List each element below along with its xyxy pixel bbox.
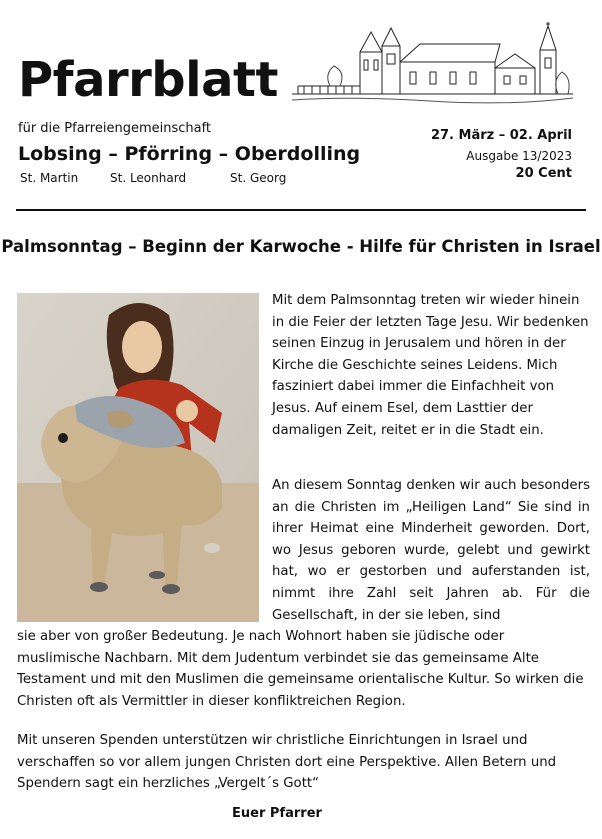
saint-st-georg: St. Georg xyxy=(230,171,287,185)
saint-st-martin: St. Martin xyxy=(20,171,79,185)
issue-number: Ausgabe 13/2023 xyxy=(466,149,572,163)
header-divider xyxy=(16,209,586,211)
palm-sunday-figure-photo xyxy=(17,293,259,622)
price: 20 Cent xyxy=(515,166,572,181)
article-paragraph-3: Mit unseren Spenden unterstützen wir christliche Einrichtungen in Israel und verschaffen so vor allem jungen Christen dort eine Perspektive. Allen Betern und Spendern sagt ein herzliches „Vergelt´s Gott“ xyxy=(17,733,557,792)
date-range: 27. März – 02. April xyxy=(430,128,572,143)
article-paragraph-2-part-1: An diesem Sonntag denken wir auch besonders an die Christen im „Heiligen Land“ Sie sind in ihrer Heimat eine Minderheit geworden. Dort, wo Jesus geboren wurde, gelebt und gewirkt hat, wo er gestorben und auferstanden ist, nimmt ihre Zahl seit Jahren ab. Für die Gesellschaft, in der sie leben, sind xyxy=(272,478,590,623)
subtitle: für die Pfarreiengemeinschaft xyxy=(18,121,212,136)
church-illustration xyxy=(290,22,575,107)
newsletter-title: Pfarrblatt xyxy=(18,52,278,108)
article-paragraph-2-part-2: sie aber von großer Bedeutung. Je nach Wohnort haben sie jüdische oder muslimische Nachbarn. Mit dem Judentum verbindet sie das gemeinsame Alte Testament und mit den Muslimen die gemeinsame orientalische Kultur. So wirken die Christen oft als Vermittler in dieser konfliktreichen Region. xyxy=(17,629,584,709)
parishes-heading: Lobsing – Pförring – Oberdolling xyxy=(18,143,361,165)
saint-st-leonhard: St. Leonhard xyxy=(110,171,187,185)
article-headline: Palmsonntag – Beginn der Karwoche - Hilfe für Christen in Israel xyxy=(1,237,601,256)
article-paragraph-1: Mit dem Palmsonntag treten wir wieder hinein in die Feier der letzten Tage Jesu. Wir bedenken seinen Einzug in Jerusalem und hören in der Kirche die Geschichte seines Leidens. Mich fasziniert dabei immer die Einfachheit von Jesus. Auf einem Esel, dem Lasttier der damaligen Zeit, reitet er in die Stadt ein. xyxy=(272,293,589,438)
signoff: Euer Pfarrer xyxy=(232,806,322,821)
